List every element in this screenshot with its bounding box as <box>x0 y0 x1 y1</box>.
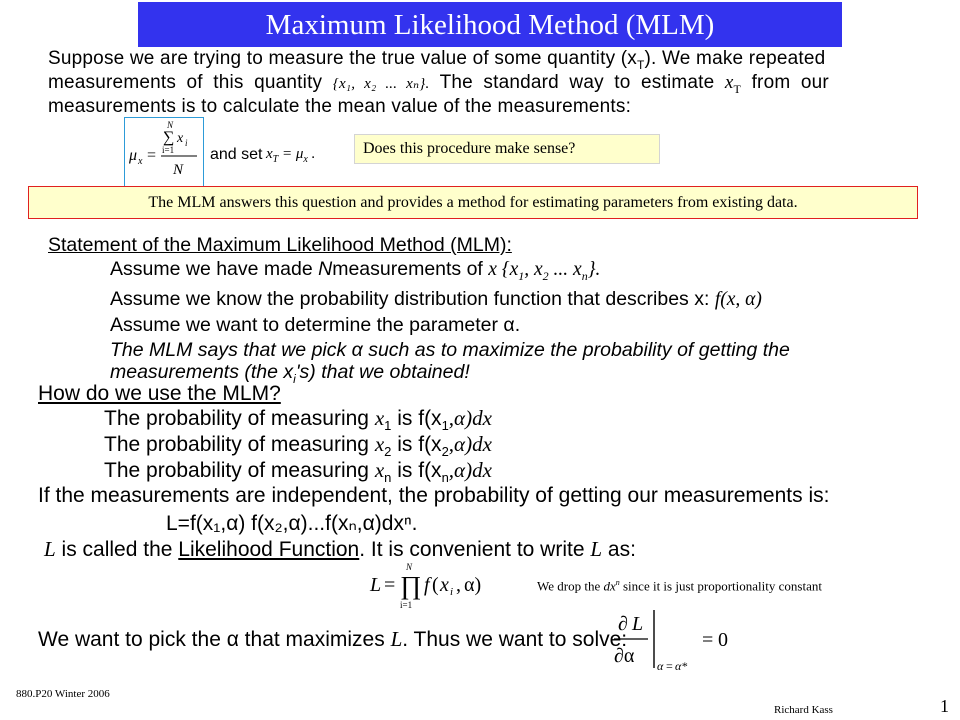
prob-line-3-is: is f(x <box>397 459 442 482</box>
intro-line-1-end: ). We make repeated <box>644 48 826 69</box>
statement-pdf: f(x, α) <box>714 289 762 310</box>
likelihood-L-2: L <box>590 537 603 561</box>
drop-note-dx: dx <box>603 578 616 594</box>
prob-line-3-isub: n <box>441 470 449 486</box>
mean-formula <box>125 118 203 188</box>
intro-line-1-sub: T <box>637 57 645 72</box>
prob-line-3-end: ,α)dx <box>448 458 492 482</box>
svg-text:,: , <box>456 574 461 596</box>
maximize-line <box>38 627 627 652</box>
prob-line-2 <box>104 432 492 459</box>
prob-line-1-sub: 1 <box>384 418 392 434</box>
likelihood-function-term: Likelihood Function <box>178 538 360 561</box>
svg-text:i: i <box>185 138 188 148</box>
page-number: 1 <box>940 696 949 716</box>
svg-text:∑: ∑ <box>163 129 175 146</box>
statement-line-2 <box>110 288 762 311</box>
prob-line-3-var: x <box>374 458 385 482</box>
intro-line-2 <box>48 72 829 97</box>
and-set-label: and set <box>210 146 263 163</box>
footer-author: Richard Kass <box>774 704 833 716</box>
likelihood-line-b: . It is convenient to write <box>359 538 585 561</box>
svg-text:i=1: i=1 <box>400 600 413 610</box>
statement-heading: Statement of the Maximum Likelihood Method (MLM): <box>48 234 512 256</box>
drop-note-a: We drop the <box>537 578 601 594</box>
statement-line-1-a: Assume we have made <box>110 258 313 280</box>
prob-line-2-sub: 2 <box>384 444 392 460</box>
svg-text:(: ( <box>432 574 439 596</box>
svg-text:i=1: i=1 <box>162 145 175 155</box>
prob-line-2-is: is f(x <box>397 433 442 456</box>
svg-text:=: = <box>384 574 396 596</box>
derivative-formula <box>604 606 744 676</box>
maximize-L: L <box>390 627 403 651</box>
independent-line: If the measurements are independent, the probability of getting our measurements is: <box>38 484 830 507</box>
maximize-line-a: We want to pick the α that maximizes <box>38 628 385 651</box>
statement-line-3: Assume we want to determine the parameter α. <box>110 314 521 336</box>
prob-line-1-end: ,α)dx <box>448 406 492 430</box>
howto-heading: How do we use the MLM? <box>38 382 281 405</box>
intro-line-2-c: from our <box>751 72 829 93</box>
statement-line-5-sub: i <box>293 371 296 386</box>
drop-note <box>537 578 822 594</box>
svg-text:α*: α* <box>675 659 688 673</box>
intro-line-1-text: Suppose we are trying to measure the true value of some quantity (x <box>48 48 637 69</box>
likelihood-line <box>44 537 636 562</box>
intro-line-2-a: measurements of this quantity <box>48 72 323 93</box>
drop-note-sup: n <box>615 578 620 587</box>
svg-text:i: i <box>450 586 454 598</box>
prob-line-2-var: x <box>374 432 385 456</box>
prob-line-1-var: x <box>374 406 385 430</box>
likelihood-line-a: is called the <box>61 538 173 561</box>
intro-line-2-b: The standard way to estimate <box>439 72 715 93</box>
prob-line-1-prefix: The probability of measuring <box>104 407 369 430</box>
svg-text:α: α <box>657 659 664 673</box>
svg-text:N: N <box>173 162 184 178</box>
svg-text:=: = <box>147 147 157 164</box>
mean-formula-box <box>124 117 204 189</box>
svg-text:x: x <box>440 574 449 596</box>
prob-line-2-isub: 2 <box>441 444 449 460</box>
drop-note-b: since it is just proportionality constant <box>623 578 822 594</box>
prob-line-2-end: ,α)dx <box>448 432 492 456</box>
statement-line-4: The MLM says that we pick α such as to maximize the probability of getting the <box>110 339 790 361</box>
svg-text:∂: ∂ <box>618 613 628 635</box>
intro-line-1 <box>48 48 825 72</box>
product-formula <box>368 558 508 612</box>
svg-text:x: x <box>138 156 143 167</box>
statement-line-1-b: measurements of <box>332 258 483 280</box>
svg-text:x: x <box>177 131 184 146</box>
prob-line-3-sub: n <box>384 470 392 486</box>
title-banner <box>138 2 842 47</box>
svg-text:0: 0 <box>718 629 728 651</box>
question-text: Does this procedure make sense? <box>363 140 576 157</box>
svg-text:=: = <box>702 629 714 651</box>
intro-line-3: measurements is to calculate the mean value of the measurements: <box>48 96 632 117</box>
svg-text:α): α) <box>464 574 482 596</box>
statement-x-set: x {$x_1$, $x_2$ ... $x_n$}. <box>488 259 601 283</box>
intro-measurement-set: {x₁, x₂ ... xₙ}. <box>332 76 430 92</box>
svg-text:N: N <box>406 562 413 572</box>
answer-box <box>28 186 918 219</box>
svg-text:μ: μ <box>129 147 138 164</box>
statement-line-5-text: measurements (the x <box>110 361 294 383</box>
likelihood-line-c: as: <box>607 538 636 561</box>
svg-text:L: L <box>370 574 382 596</box>
statement-line-2-text: Assume we know the probability distribution function that describes x: <box>110 288 710 310</box>
answer-text: The MLM answers this question and provides a method for estimating parameters from existing data. <box>148 194 798 211</box>
prob-line-1 <box>104 406 492 433</box>
svg-text:=: = <box>666 659 673 673</box>
statement-line-1 <box>110 258 600 284</box>
page-title: Maximum Likelihood Method (MLM) <box>265 9 715 41</box>
prob-line-1-is: is f(x <box>397 407 442 430</box>
svg-text:∂α: ∂α <box>614 645 635 667</box>
statement-N: N <box>318 258 333 280</box>
prob-line-3 <box>104 458 492 485</box>
set-formula: $x_T = \mu_x$ . <box>266 146 316 165</box>
statement-line-5-end: 's) that we obtained! <box>295 361 470 383</box>
likelihood-L-1: L <box>44 537 56 561</box>
footer-course: 880.P20 Winter 2006 <box>16 688 110 700</box>
prob-line-2-prefix: The probability of measuring <box>104 433 369 456</box>
svg-text:f: f <box>424 574 430 596</box>
likelihood-product: L=f(x₁,α) f(x₂,α)...f(xₙ,α)dxⁿ. <box>166 512 418 535</box>
maximize-line-b: . Thus we want to solve: <box>402 628 628 651</box>
svg-text:∏: ∏ <box>400 571 422 600</box>
svg-text:N: N <box>167 120 174 130</box>
prob-line-3-prefix: The probability of measuring <box>104 459 369 482</box>
question-box <box>354 134 660 164</box>
prob-line-1-isub: 1 <box>441 418 449 434</box>
svg-text:L: L <box>632 613 644 635</box>
intro-xT: $x_T$ <box>724 72 742 96</box>
